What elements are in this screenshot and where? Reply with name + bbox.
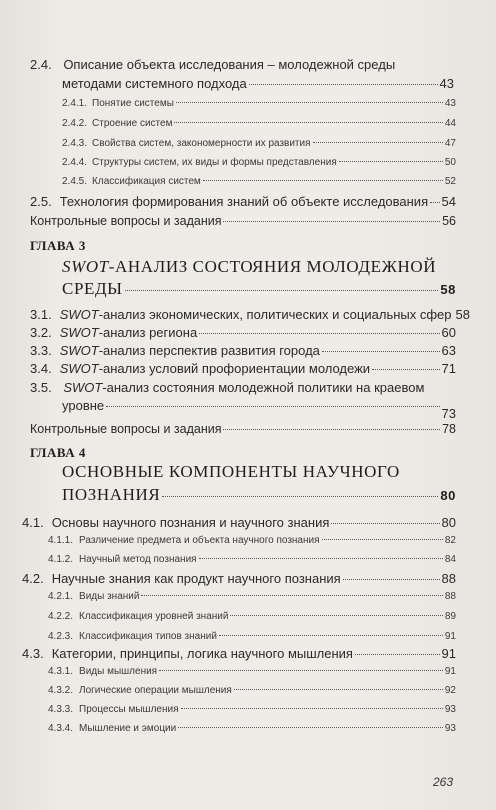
entry-number: 4.2.: [22, 571, 44, 586]
entry-number: 4.2.2.: [48, 611, 74, 622]
entry-page: 91: [441, 646, 456, 661]
entry-title: [60, 361, 370, 376]
leader-dots: [322, 351, 440, 352]
entry-title: Различение предмета и объекта научного познания: [79, 535, 320, 546]
leader-dots: [176, 102, 443, 103]
chapter-title-line1: [62, 257, 436, 277]
leader-dots: [106, 406, 439, 407]
toc-entry: [62, 98, 456, 110]
entry-number: 3.1.: [30, 307, 52, 322]
entry-title: Научный метод познания: [79, 554, 197, 565]
entry-title: [60, 307, 452, 322]
leader-dots: [223, 221, 440, 222]
entry-page: 58: [440, 282, 456, 297]
entry-page: 43: [444, 98, 456, 109]
entry-title: уровне: [62, 398, 105, 413]
toc-entry: [22, 646, 456, 661]
leader-dots: [178, 727, 443, 728]
toc-entry: [48, 704, 456, 716]
entry-title: [63, 380, 424, 395]
toc-entry: [30, 325, 456, 340]
chapter-label: ГЛАВА 3: [30, 238, 86, 253]
entry-title: Описание объекта исследования – молодежной среды: [63, 57, 396, 72]
entry-page: 89: [444, 611, 456, 622]
leader-dots: [372, 369, 439, 370]
toc-entry: [48, 591, 456, 603]
entry-page: 52: [444, 176, 456, 187]
entry-page: 54: [441, 194, 456, 209]
entry-title-text: -анализ состояния молодежной политики на краевом: [102, 380, 425, 395]
entry-title: Классификация уровней знаний: [79, 611, 229, 622]
leader-dots: [339, 161, 443, 162]
toc-entry: [22, 571, 456, 586]
leader-dots: [430, 202, 439, 203]
leader-dots: [141, 595, 442, 596]
entry-page: 50: [444, 157, 456, 168]
swot-term: SWOT: [63, 380, 103, 395]
entry-page: 78: [442, 422, 456, 436]
toc-entry: [48, 631, 456, 643]
entry-number: 4.3.: [22, 646, 44, 661]
toc-entry: [62, 176, 456, 188]
toc-entry: [62, 138, 456, 150]
leader-dots: [230, 615, 442, 616]
entry-page: 88: [441, 571, 456, 586]
entry-title: Процессы мышления: [79, 704, 179, 715]
entry-page: 93: [444, 704, 456, 715]
leader-dots: [219, 635, 443, 636]
entry-number: 3.5.: [30, 380, 52, 395]
entry-number: 3.4.: [30, 361, 52, 376]
toc-entry: [30, 422, 456, 437]
entry-title: Основы научного познания и научного знания: [51, 515, 330, 530]
toc-entry: [30, 194, 456, 209]
entry-number: 4.3.2.: [48, 685, 74, 696]
toc-entry-3-5-line2: [62, 398, 456, 421]
entry-page: 80: [441, 515, 456, 530]
entry-title: Категории, принципы, логика научного мышления: [51, 646, 353, 661]
entry-number: 4.3.3.: [48, 704, 74, 715]
entry-number: 3.3.: [30, 343, 52, 358]
entry-title-text: -анализ региона: [98, 325, 198, 340]
toc-entry: [48, 723, 456, 735]
entry-number: 4.2.1.: [48, 591, 74, 602]
entry-page: 73: [441, 406, 456, 421]
leader-dots: [174, 122, 442, 123]
entry-page: 93: [444, 723, 456, 734]
entry-number: 2.4.3.: [62, 138, 88, 149]
entry-page: 88: [444, 591, 456, 602]
entry-title-text: -анализ экономических, политических и социальных сфер: [98, 307, 452, 322]
toc-entry: [48, 611, 456, 623]
entry-page: 58: [455, 307, 470, 322]
entry-number: 4.3.1.: [48, 666, 74, 677]
toc-entry: [48, 554, 456, 566]
chapter-title-text: ПОЗНАНИЯ: [62, 485, 161, 504]
leader-dots: [343, 579, 440, 580]
toc-entry: [30, 307, 470, 322]
page-number: 263: [433, 775, 454, 789]
swot-term: SWOT: [59, 343, 99, 358]
entry-page: 56: [442, 214, 456, 228]
toc-entry-3-5-line1: [30, 380, 424, 395]
entry-number: 2.4.1.: [62, 98, 88, 109]
chapter-label: ГЛАВА 4: [30, 445, 86, 460]
chapter-title-text: СРЕДЫ: [62, 279, 123, 298]
toc-entry: [30, 361, 456, 376]
entry-title-text: -анализ условий профориентации молодежи: [98, 361, 371, 376]
swot-term: SWOT: [62, 257, 109, 276]
entry-number: 4.3.4.: [48, 723, 74, 734]
leader-dots: [203, 180, 443, 181]
entry-title: Технология формирования знаний об объекте исследования: [59, 194, 429, 209]
entry-title: Контрольные вопросы и задания: [30, 214, 222, 228]
entry-page: 80: [440, 488, 456, 503]
toc-entry-2-4-line1: [30, 57, 395, 72]
entry-page: 84: [444, 554, 456, 565]
toc-entry: [62, 118, 456, 130]
toc-entry: [48, 666, 456, 678]
swot-term: SWOT: [59, 361, 99, 376]
entry-number: 2.4.2.: [62, 118, 88, 129]
chapter-title-line2: [62, 279, 456, 300]
toc-entry: [30, 343, 456, 358]
entry-title: Понятие системы: [92, 98, 174, 109]
entry-title: Свойства систем, закономерности их развития: [92, 138, 311, 149]
entry-title: Структуры систем, их виды и формы представления: [92, 157, 337, 168]
chapter-title-line2: [62, 485, 456, 506]
entry-number: 4.1.1.: [48, 535, 74, 546]
entry-page: 91: [444, 666, 456, 677]
entry-title: Контрольные вопросы и задания: [30, 422, 222, 436]
swot-term: SWOT: [59, 325, 99, 340]
toc-entry: [48, 685, 456, 697]
entry-number: 2.5.: [30, 194, 52, 209]
entry-page: 60: [441, 325, 456, 340]
leader-dots: [223, 429, 440, 430]
entry-title: методами системного подхода: [62, 76, 247, 91]
entry-title: [60, 343, 320, 358]
entry-title-text: -анализ перспектив развития города: [98, 343, 320, 358]
chapter-title-text: -АНАЛИЗ СОСТОЯНИЯ МОЛОДЕЖНОЙ: [108, 257, 437, 276]
entry-number: 4.2.3.: [48, 631, 74, 642]
entry-number: 2.4.4.: [62, 157, 88, 168]
leader-dots: [234, 689, 443, 690]
entry-page: 63: [441, 343, 456, 358]
entry-title: Виды мышления: [79, 666, 158, 677]
entry-number: 3.2.: [30, 325, 52, 340]
toc-entry: [30, 214, 456, 229]
leader-dots: [125, 290, 439, 291]
leader-dots: [199, 558, 443, 559]
entry-title: Виды знаний: [79, 591, 140, 602]
leader-dots: [355, 654, 440, 655]
entry-page: 47: [444, 138, 456, 149]
entry-page: 71: [441, 361, 456, 376]
leader-dots: [313, 142, 443, 143]
entry-title: Строение систем: [92, 118, 173, 129]
leader-dots: [322, 539, 443, 540]
entry-page: 44: [444, 118, 456, 129]
toc-entry-2-4-line2: [62, 76, 454, 91]
entry-title: Мышление и эмоции: [79, 723, 177, 734]
entry-title: Классификация систем: [92, 176, 201, 187]
entry-number: 4.1.: [22, 515, 44, 530]
entry-title: [60, 325, 198, 340]
entry-page: 82: [444, 535, 456, 546]
toc-entry: [62, 157, 456, 169]
swot-term: SWOT: [59, 307, 99, 322]
toc-entry: [22, 515, 456, 530]
leader-dots: [159, 670, 443, 671]
toc-entry: [48, 535, 456, 547]
entry-title: Логические операции мышления: [79, 685, 232, 696]
entry-number: 2.4.5.: [62, 176, 88, 187]
entry-page: 43: [439, 76, 454, 91]
chapter-title-line1: ОСНОВНЫЕ КОМПОНЕНТЫ НАУЧНОГО: [62, 462, 400, 481]
entry-page: 91: [444, 631, 456, 642]
entry-number: 2.4.: [30, 57, 52, 72]
entry-page: 92: [444, 685, 456, 696]
leader-dots: [331, 523, 439, 524]
entry-title: Научные знания как продукт научного познания: [51, 571, 341, 586]
leader-dots: [199, 333, 439, 334]
leader-dots: [249, 84, 438, 85]
entry-title: Классификация типов знаний: [79, 631, 217, 642]
entry-number: 4.1.2.: [48, 554, 74, 565]
leader-dots: [181, 708, 443, 709]
leader-dots: [162, 496, 438, 497]
